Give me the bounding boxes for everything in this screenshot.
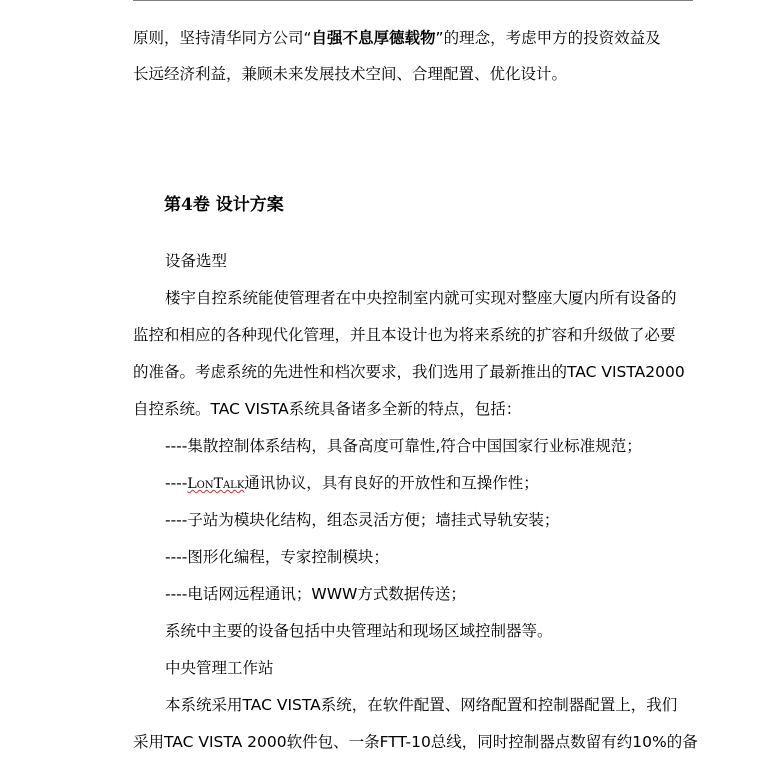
spellcheck-term: LonTalk — [187, 476, 245, 492]
bullet-dashes: ---- — [165, 474, 188, 492]
intro-line-1 — [133, 28, 661, 48]
motto-bold: 自强不息厚德载物 — [311, 29, 436, 47]
summary-line: 系统中主要的设备包括中央管理站和现场区域控制器等。 — [165, 622, 553, 640]
chapter-heading — [164, 195, 284, 215]
header-rule — [133, 0, 693, 1]
section-subtitle: 设备选型 — [165, 252, 228, 270]
bullet-item: ----图形化编程，专家控制模块； — [165, 548, 389, 566]
paragraph-line: 的准备。考虑系统的先进性和档次要求，我们选用了最新推出的TAC VISTA2000 — [133, 363, 685, 381]
paragraph-line: 本系统采用TAC VISTA系统，在软件配置、网络配置和控制器配置上，我们 — [165, 696, 678, 714]
bullet-item — [165, 473, 539, 494]
intro-text: 原则，坚持清华同方公司“ — [133, 29, 312, 47]
chapter-number: 第4卷 — [164, 195, 210, 215]
intro-text-end: ”的理念，考虑甲方的投资效益及 — [435, 29, 661, 47]
bullet-item: ----电话网远程通讯；WWW方式数据传送； — [165, 585, 466, 603]
paragraph-line: 楼宇自控系统能使管理者在中央控制室内就可实现对整座大厦内所有设备的 — [165, 289, 677, 307]
chapter-title: 设计方案 — [215, 195, 284, 215]
intro-line-2: 长远经济利益，兼顾未来发展技术空间、合理配置、优化设计。 — [133, 65, 568, 83]
paragraph-line: 自控系统。TAC VISTA系统具备诸多全新的特点，包括： — [133, 400, 522, 418]
bullet-text: 通讯协议，具有良好的开放性和互操作性； — [244, 474, 539, 492]
paragraph-line: 采用TAC VISTA 2000软件包、一条FTT-10总线，同时控制器点数留有约10%的备 — [133, 733, 698, 751]
section-subtitle: 中央管理工作站 — [165, 659, 274, 677]
bullet-item: ----子站为模块化结构，组态灵活方便；墙挂式导轨安装； — [165, 511, 560, 529]
paragraph-line: 监控和相应的各种现代化管理，并且本设计也为将来系统的扩容和升级做了必要 — [133, 326, 676, 344]
bullet-item: ----集散控制体系结构，具备高度可靠性,符合中国国家行业标准规范； — [165, 437, 642, 455]
